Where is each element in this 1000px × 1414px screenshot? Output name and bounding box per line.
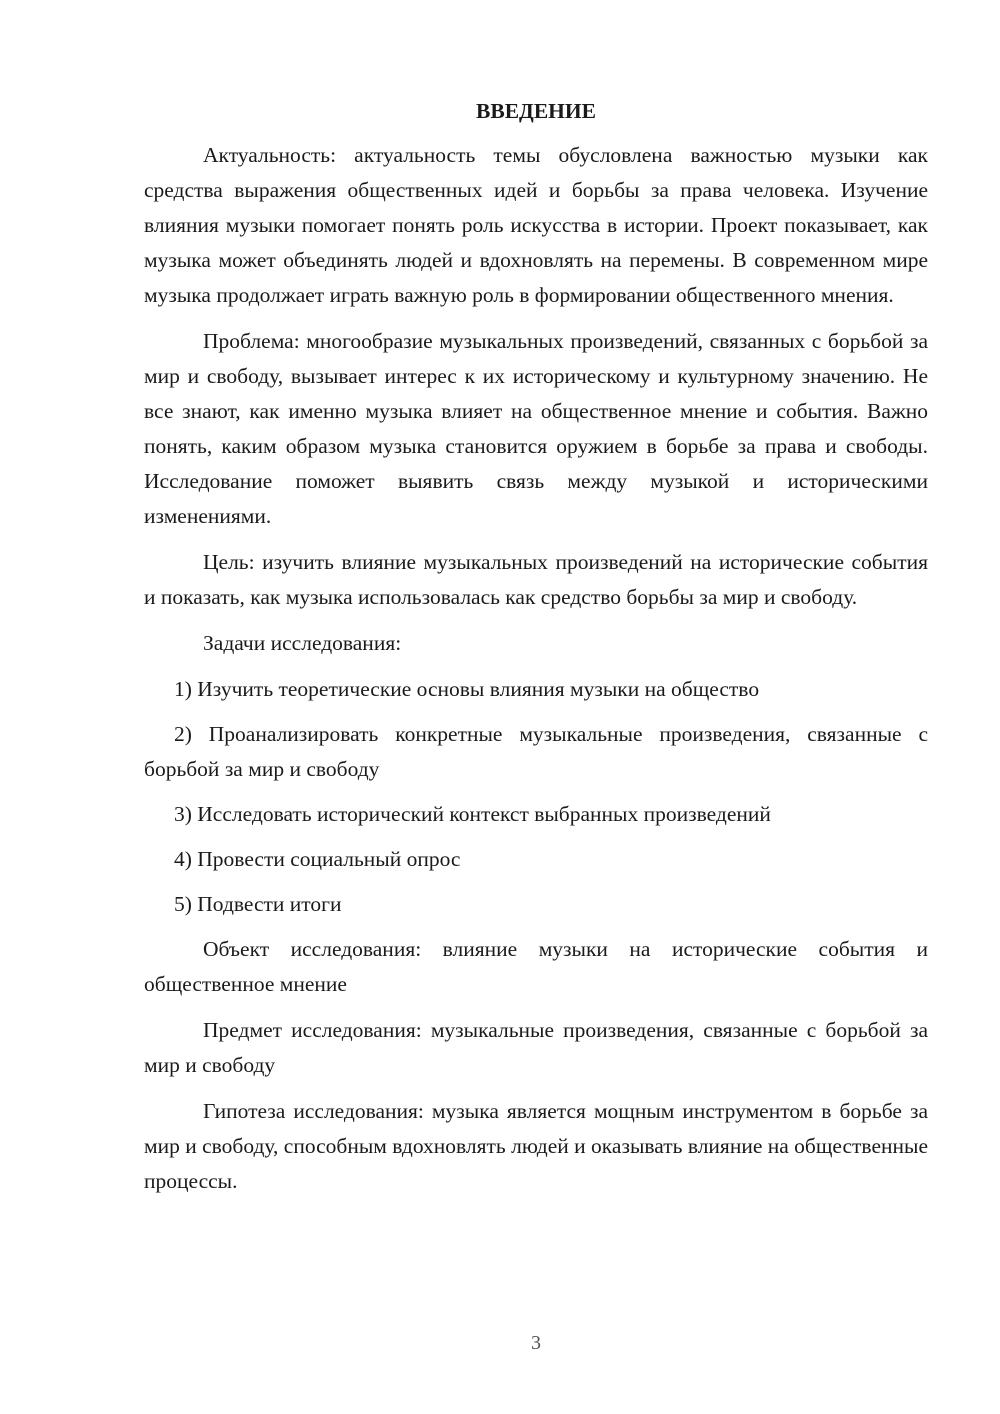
document-title: ВВЕДЕНИЕ: [476, 99, 596, 123]
document-page: [144, 96, 928, 1210]
goal-paragraph: Цель: изучить влияние музыкальных произведений на исторические события и показать, как музыка использовалась как средство борьбы за мир и свободу.: [144, 550, 928, 609]
tasks-heading: Задачи исследования:: [203, 631, 402, 655]
problem-paragraph: Проблема: многообразие музыкальных произведений, связанных с борьбой за мир и свободу, вызывает интерес к их историческому и культурному значению. Не все знают, как именно музыка влияет на общественное мнение и события. Важно понять, каким образом музыка становится оружием в борьбе за права и свободы. Исследование поможет выявить связь между музыкой и историческими изменениями.: [144, 329, 928, 528]
hypothesis-paragraph: Гипотеза исследования: музыка является мощным инструментом в борьбе за мир и свободу, способным вдохновлять людей и оказывать влияние на общественные процессы.: [144, 1099, 929, 1193]
task-item: 1) Изучить теоретические основы влияния музыки на общество: [174, 677, 760, 701]
tasks-list: [144, 672, 928, 922]
subject-paragraph: Предмет исследования: музыкальные произведения, связанные с борьбой за мир и свободу: [144, 1018, 928, 1077]
object-paragraph: Объект исследования: влияние музыки на исторические события и общественное мнение: [144, 937, 928, 996]
page-number: 3: [531, 1332, 541, 1354]
relevance-paragraph: Актуальность: актуальность темы обусловлена важностью музыки как средства выражения общественных идей и борьбы за права человека. Изучение влияния музыки помогает понять роль искусства в истории. Проект показывает, как музыка может объединять людей и вдохновлять на перемены. В современном мире музыка продолжает играть важную роль в формировании общественного мнения.: [144, 143, 928, 307]
task-item: 2) Проанализировать конкретные музыкальные произведения, связанные с борьбой за мир и свободу: [144, 722, 928, 781]
task-item: 5) Подвести итоги: [174, 892, 342, 916]
task-item: 3) Исследовать исторический контекст выбранных произведений: [174, 802, 771, 826]
task-item: 4) Провести социальный опрос: [174, 847, 461, 871]
